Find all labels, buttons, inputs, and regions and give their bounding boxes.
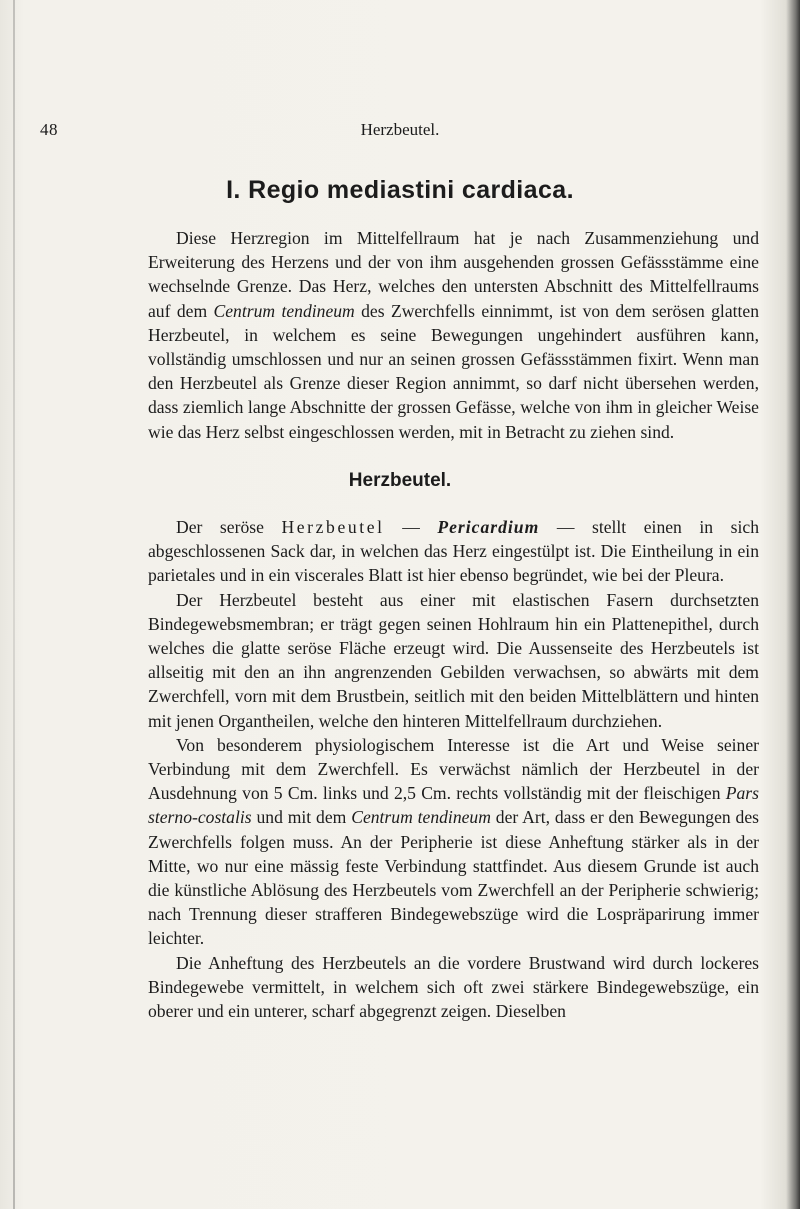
page-binding-shadow <box>13 0 15 1209</box>
intro-text-block <box>148 226 759 444</box>
running-title: Herzbeutel. <box>360 120 440 139</box>
spaced-term: Herzbeutel <box>281 517 385 537</box>
paragraph-1: Der seröse Herzbeutel — Pericardium — stellt einen in sich abgeschlossenen Sack dar, in welchen das Herz eingestülpt ist. Die Eintheilung in ein parietales und in ein viscerales Blatt ist hier ebenso begründet, wie bei der Pleura. <box>148 517 760 586</box>
latin-term: Centrum tendineum <box>351 807 491 828</box>
paragraph-4: Die Anheftung des Herzbeutels an die vordere Brustwand wird durch lockeres Bindegewebe vermittelt, in welchem sich oft zwei stärkere Bindegewebszüge, ein oberer und ein unterer, scharf abgegrenzt zeigen. Dieselben <box>148 952 759 1022</box>
paragraph-3: Von besonderem physiologischem Interesse ist die Art und Weise seiner Verbindung mit dem Zwerchfell. Es verwächst nämlich der Herzbeutel in der Ausdehnung von 5 Cm. links und 2,5 Cm. rechts vollständig mit der fleischigen Pars sterno-costalis und mit dem Centrum tendineum der Art, dass er den Bewegungen des Zwerchfells folgen muss. An der Peripherie ist diese Anheftung stärker als in der Mitte, wo nur eine mässig feste Verbindung stattfindet. Aus diesem Grunde ist auch die künstliche Ablösung des Herzbeutels vom Zwerchfell an der Peripherie schwierig; nach Trennung dieser strafferen Bindegewebszüge wird die Lospräparirung immer leichter. <box>148 734 759 949</box>
latin-term-bold: Pericardium <box>437 517 540 537</box>
latin-term: Centrum tendineum <box>213 300 355 321</box>
running-head <box>40 120 760 144</box>
page-edge-shadow <box>786 0 800 1209</box>
intro-paragraph: Diese Herzregion im Mittelfellraum hat je nach Zusammenziehung und Erweiterung des Herzens und der von ihm ausgehenden grossen Gefässstämme eine wechselnde Grenze. Das Herz, welches den untersten Abschnitt des Mittelfellraums auf dem Centrum tendineum des Zwerchfells einnimmt, ist von dem serösen glatten Herzbeutel, in welchem es seine Bewegungen ungehindert ausführen kann, vollständig umschlossen und nur an seinen grossen Gefässstämmen fixirt. Wenn man den Herzbeutel als Grenze dieser Region annimmt, so darf nicht übersehen werden, dass ziemlich lange Abschnitte der grossen Gefässe, welche von ihm in gleicher Weise wie das Herz selbst eingeschlossen werden, mit in Betracht zu ziehen sind. <box>148 228 760 442</box>
subheading: Herzbeutel. <box>348 470 452 491</box>
paragraph-2: Der Herzbeutel besteht aus einer mit elastischen Fasern durchsetzten Bindegewebsmembran; er trägt gegen seinen Hohlraum hin ein Plattenepithel, durch welches die glatte seröse Fläche erzeugt wird. Die Aussenseite des Herzbeutels ist allseitig mit den an ihn angrenzenden Gebilden verwachsen, so abwärts mit dem Zwerchfell, vorn mit dem Brustbein, seitlich mit den beiden Mittelblättern und hinten mit jenen Organtheilen, welche den hinteren Mittelfellraum durchziehen. <box>148 589 759 731</box>
body-text-block <box>148 515 759 1023</box>
latin-term: Pars sterno-costalis <box>148 783 759 828</box>
page-number: 48 <box>40 120 58 139</box>
section-title: I. Regio mediastini cardiaca. <box>226 176 574 204</box>
